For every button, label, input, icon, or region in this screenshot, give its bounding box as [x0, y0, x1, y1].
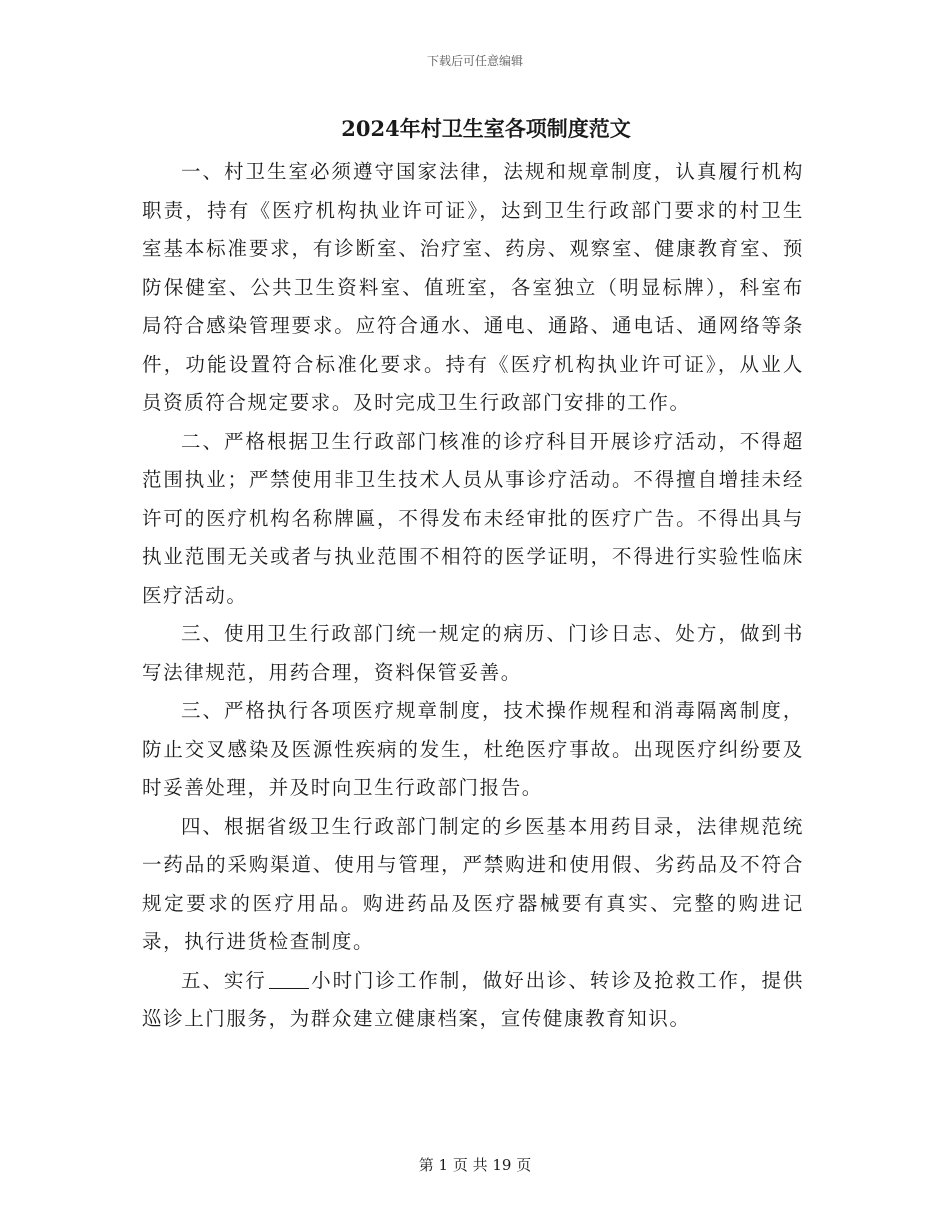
paragraph-6 [142, 962, 804, 1039]
document-title: 2024年村卫生室各项制度范文 [341, 116, 631, 141]
paragraph-6-end: 小时门诊工作制，做好出诊、转诊及抢救工作，提供巡诊上门服务，为群众建立健康档案，宣传健康教育知识。 [142, 968, 804, 1030]
paragraph-3: 三、使用卫生行政部门统一规定的病历、门诊日志、处方，做到书写法律规范，用药合理，资料保管妥善。 [142, 622, 804, 684]
paragraph-6-start: 五、实行 [181, 968, 267, 992]
header-note: 下载后可任意编辑 [426, 54, 523, 68]
document-body [142, 153, 804, 1039]
page-footer: 第 1 页 共 19 页 [418, 1156, 532, 1174]
paragraph-1: 一、村卫生室必须遵守国家法律，法规和规章制度，认真履行机构职责，持有《医疗机构执业许可证》，达到卫生行政部门要求的村卫生室基本标准要求，有诊断室、治疗室、药房、观察室、健康教育室、预防保健室、公共卫生资料室、值班室，各室独立（明显标牌），科室布局符合感染管理要求。应符合通水、通电、通路、通电话、通网络等条件，功能设置符合标准化要求。持有《医疗机构执业许可证》，从业人员资质符合规定要求。及时完成卫生行政部门安排的工作。 [142, 160, 804, 414]
fill-in-blank [269, 968, 309, 989]
paragraph-4: 三、严格执行各项医疗规章制度，技术操作规程和消毒隔离制度，防止交叉感染及医源性疾病的发生，杜绝医疗事故。出现医疗纠纷要及时妥善处理，并及时向卫生行政部门报告。 [142, 699, 804, 799]
paragraph-5: 四、根据省级卫生行政部门制定的乡医基本用药目录，法律规范统一药品的采购渠道、使用与管理，严禁购进和使用假、劣药品及不符合规定要求的医疗用品。购进药品及医疗器械要有真实、完整的购进记录，执行进货检查制度。 [142, 814, 804, 953]
paragraph-2: 二、严格根据卫生行政部门核准的诊疗科目开展诊疗活动，不得超范围执业；严禁使用非卫生技术人员从事诊疗活动。不得擅自增挂未经许可的医疗机构名称牌匾，不得发布未经审批的医疗广告。不得出具与执业范围无关或者与执业范围不相符的医学证明，不得进行实验性临床医疗活动。 [142, 429, 804, 607]
